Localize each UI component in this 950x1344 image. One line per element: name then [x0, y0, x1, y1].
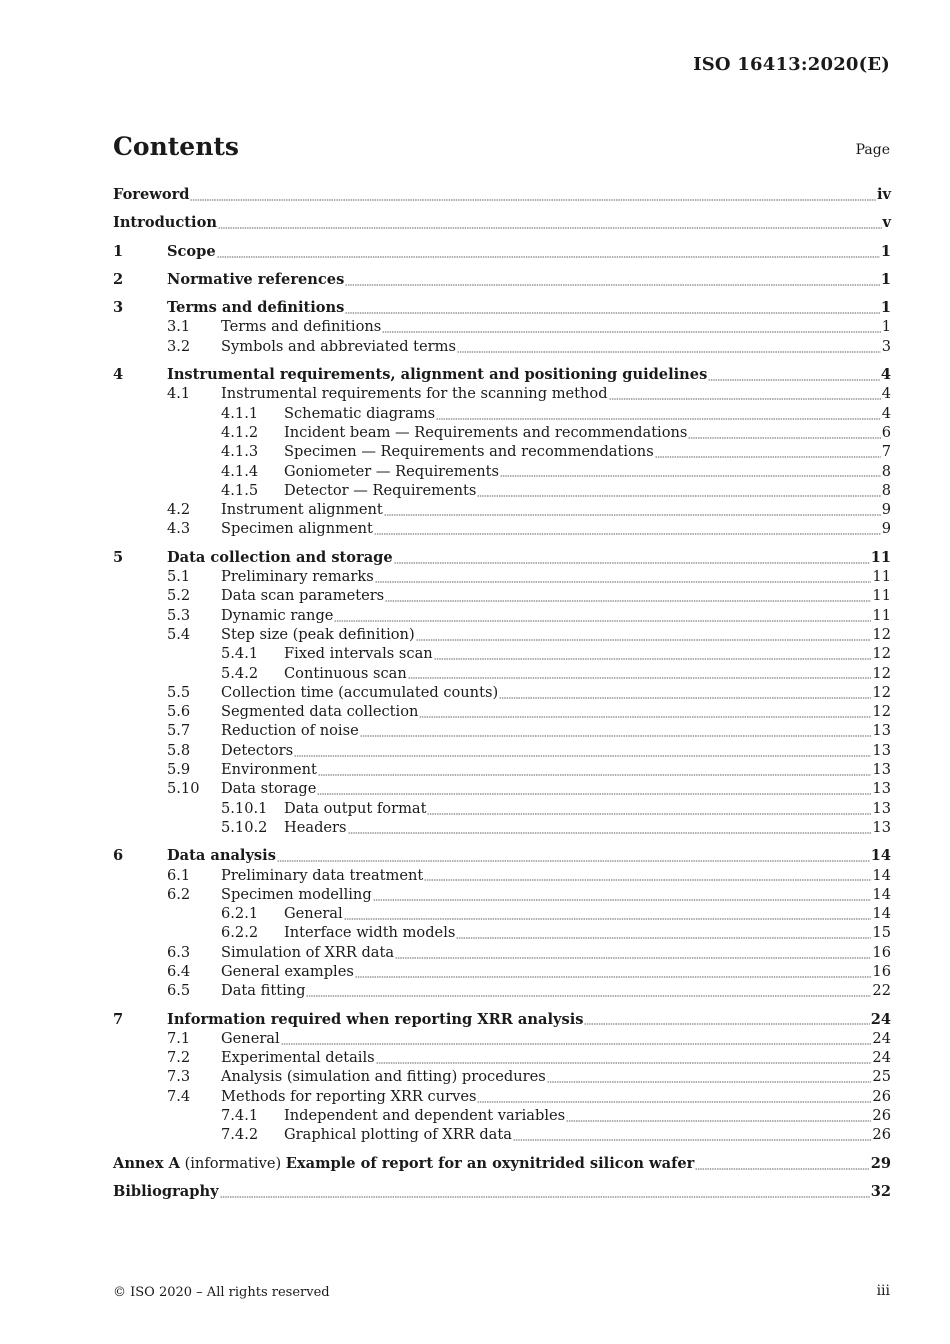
toc-entry-page: 13 — [872, 761, 891, 779]
toc-entry-page: 1 — [880, 270, 891, 288]
toc-entry[interactable] — [113, 800, 891, 819]
toc-entry-number: 6.2.2 — [221, 924, 259, 942]
toc-entry-page: 15 — [872, 924, 891, 942]
toc-entry-number: 5.5 — [167, 683, 191, 701]
dot-leader — [609, 392, 881, 401]
dot-leader — [345, 277, 880, 286]
toc-entry[interactable] — [113, 271, 891, 290]
toc-entry[interactable] — [113, 1088, 891, 1107]
toc-entry[interactable] — [113, 780, 891, 799]
dot-leader — [375, 574, 872, 583]
dot-leader — [566, 1113, 871, 1122]
toc-entry-title: General — [284, 905, 343, 923]
dot-leader — [374, 527, 881, 536]
toc-entry[interactable] — [113, 587, 891, 606]
toc-entry-number: 5.1 — [167, 568, 191, 586]
dot-leader — [294, 748, 871, 757]
toc-entry[interactable] — [113, 214, 891, 233]
toc-entry-title: Specimen — Requirements and recommendations — [284, 443, 654, 461]
dot-leader — [218, 221, 882, 230]
toc-entry-title: Specimen alignment — [221, 520, 373, 538]
toc-entry-title: Continuous scan — [284, 664, 407, 682]
dot-leader — [499, 690, 871, 699]
dot-leader — [408, 671, 872, 680]
toc-entry-title: Graphical plotting of XRR data — [284, 1126, 512, 1144]
dot-leader — [547, 1075, 872, 1084]
dot-leader — [708, 372, 880, 381]
toc-entry-page: 16 — [872, 943, 891, 961]
toc-entry-page: 12 — [872, 703, 891, 721]
document-standard-number: ISO 16413:2020(E) — [693, 54, 890, 75]
toc-entry-number: 5.4.1 — [221, 645, 259, 663]
toc-entry-number: 7.4 — [167, 1087, 191, 1105]
toc-entry[interactable] — [113, 944, 891, 963]
toc-entry-number: 5.10.2 — [221, 818, 268, 836]
toc-entry-number: 5 — [113, 548, 124, 566]
toc-entry[interactable] — [113, 1155, 891, 1174]
dot-leader — [434, 652, 872, 661]
toc-entry-page: 29 — [870, 1154, 891, 1172]
toc-entry-title: Detector — Requirements — [284, 481, 477, 499]
dot-leader — [334, 613, 871, 622]
dot-leader — [384, 507, 881, 516]
dot-leader — [500, 469, 881, 478]
toc-entry-title: Instrumental requirements for the scanning method — [221, 385, 608, 403]
toc-entry-title: Reduction of noise — [221, 722, 359, 740]
dot-leader — [220, 1189, 870, 1198]
toc-entry[interactable] — [113, 243, 891, 262]
toc-entry[interactable] — [113, 1049, 891, 1068]
toc-entry-title: Dynamic range — [221, 606, 334, 624]
toc-entry-title: Collection time (accumulated counts) — [221, 683, 499, 701]
dot-leader — [373, 892, 872, 901]
dot-leader — [385, 594, 871, 603]
toc-entry-page: 13 — [872, 799, 891, 817]
toc-entry[interactable] — [113, 186, 891, 205]
dot-leader — [584, 1017, 869, 1026]
toc-entry[interactable] — [113, 886, 891, 905]
toc-entry-page: 24 — [870, 1010, 891, 1028]
toc-entry-page: 16 — [872, 962, 891, 980]
toc-entry-number: 4.1.2 — [221, 423, 259, 441]
toc-entry-number: 5.3 — [167, 606, 191, 624]
toc-entry-number: 3 — [113, 299, 124, 317]
toc-entry[interactable] — [113, 742, 891, 761]
toc-entry-page: 14 — [872, 885, 891, 903]
toc-entry[interactable] — [113, 684, 891, 703]
toc-entry-number: 4.1.4 — [221, 462, 259, 480]
dot-leader — [317, 787, 871, 796]
toc-entry[interactable] — [113, 867, 891, 886]
toc-entry-number: 6.4 — [167, 962, 191, 980]
toc-entry-number: 4 — [113, 366, 124, 384]
toc-entry-number: 6.2 — [167, 885, 191, 903]
toc-entry-page: 1 — [880, 242, 891, 260]
toc-entry-title: Incident beam — Requirements and recommendations — [284, 423, 688, 441]
toc-entry-page: 14 — [872, 905, 891, 923]
toc-entry-number: 4.2 — [167, 501, 191, 519]
toc-entry-number: 7.1 — [167, 1029, 191, 1047]
toc-entry-number: 5.6 — [167, 703, 191, 721]
dot-leader — [360, 729, 872, 738]
toc-entry-number: 6.5 — [167, 982, 191, 1000]
toc-entry-page: 11 — [872, 568, 891, 586]
toc-entry-page: iv — [876, 186, 891, 203]
toc-entry-number: 5.10 — [167, 780, 200, 798]
dot-leader — [477, 1094, 871, 1103]
toc-entry[interactable] — [113, 761, 891, 780]
dot-leader — [419, 709, 871, 718]
toc-entry-number: 7.4.1 — [221, 1107, 259, 1125]
dot-leader — [394, 555, 870, 564]
toc-entry-number: 7.4.2 — [221, 1126, 259, 1144]
dot-leader — [318, 767, 872, 776]
dot-leader — [306, 989, 871, 998]
toc-entry[interactable] — [113, 443, 891, 462]
toc-entry-page: v — [882, 214, 891, 232]
toc-entry-page: 12 — [872, 664, 891, 682]
annex-title: Example of report for an oxynitrided silicon wafer — [285, 1154, 695, 1172]
page-column-label: Page — [855, 142, 890, 158]
dot-leader — [344, 911, 872, 920]
dot-leader — [477, 488, 880, 497]
toc-entry-page: 1 — [880, 299, 891, 317]
toc-entry-title: Data fitting — [221, 982, 306, 1000]
toc-entry-title: Fixed intervals scan — [284, 645, 433, 663]
toc-entry-title: General — [221, 1029, 280, 1047]
toc-entry-page: 11 — [872, 606, 891, 624]
dot-leader — [695, 1161, 869, 1170]
toc-entry-page: 32 — [870, 1182, 891, 1200]
toc-entry-title: Interface width models — [284, 924, 456, 942]
dot-leader — [457, 344, 881, 353]
toc-entry-title: Information required when reporting XRR analysis — [167, 1010, 584, 1028]
toc-entry-page: 4 — [881, 404, 891, 422]
toc-entry-title: Headers — [284, 818, 347, 836]
dot-leader — [348, 825, 872, 834]
toc-entry-page: 13 — [872, 722, 891, 740]
toc-entry-title: Goniometer — Requirements — [284, 462, 499, 480]
toc-entry[interactable] — [113, 1183, 891, 1202]
toc-entry-title: Data collection and storage — [167, 548, 393, 566]
toc-entry[interactable] — [113, 703, 891, 722]
toc-entry-number: 5.9 — [167, 761, 191, 779]
toc-entry-page: 25 — [872, 1068, 891, 1086]
toc-entry-page: 9 — [881, 501, 891, 519]
toc-entry-page: 4 — [881, 385, 891, 403]
table-of-contents — [113, 186, 891, 1202]
toc-entry-title: Scope — [167, 242, 216, 260]
toc-entry[interactable] — [113, 299, 891, 318]
toc-entry[interactable] — [113, 385, 891, 404]
toc-entry-page: 8 — [881, 462, 891, 480]
toc-entry-number: 3.1 — [167, 318, 191, 336]
toc-entry-number: 4.1 — [167, 385, 191, 403]
toc-entry-title: Detectors — [221, 741, 294, 759]
toc-entry-title: Schematic diagrams — [284, 404, 436, 422]
toc-entry[interactable] — [113, 1126, 891, 1145]
toc-entry-number: 7.2 — [167, 1049, 191, 1067]
toc-entry[interactable] — [113, 626, 891, 645]
toc-entry-title: Instrument alignment — [221, 501, 383, 519]
toc-entry-number: 6.2.1 — [221, 905, 259, 923]
dot-leader — [190, 192, 876, 201]
dot-leader — [345, 305, 879, 314]
toc-entry-title: Step size (peak definition) — [221, 625, 415, 643]
copyright-notice: © ISO 2020 – All rights reserved — [113, 1285, 330, 1300]
toc-entry[interactable] — [113, 338, 891, 357]
dot-leader — [688, 430, 880, 439]
toc-entry[interactable] — [113, 405, 891, 424]
toc-entry-page: 11 — [872, 587, 891, 605]
annex-type: (informative) — [179, 1154, 286, 1172]
toc-entry-title: Normative references — [167, 270, 345, 288]
toc-entry-number: 4.1.1 — [221, 404, 259, 422]
toc-entry-page: 12 — [872, 625, 891, 643]
toc-entry-page: 13 — [872, 780, 891, 798]
toc-entry[interactable] — [113, 963, 891, 982]
dot-leader — [416, 632, 872, 641]
toc-entry-title: Data storage — [221, 780, 317, 798]
toc-entry[interactable] — [113, 665, 891, 684]
toc-entry-number: 7 — [113, 1010, 124, 1028]
toc-entry[interactable] — [113, 819, 891, 838]
toc-entry[interactable] — [113, 366, 891, 385]
toc-entry-number: 2 — [113, 270, 124, 288]
toc-entry[interactable] — [113, 905, 891, 924]
toc-entry-page: 26 — [872, 1107, 891, 1125]
dot-leader — [376, 1055, 872, 1064]
toc-entry-title: Simulation of XRR data — [221, 943, 395, 961]
toc-entry-page: 26 — [872, 1126, 891, 1144]
toc-entry-title: Terms and definitions — [221, 318, 382, 336]
toc-entry-number: 1 — [113, 242, 124, 260]
toc-entry-title: Data output format — [284, 799, 427, 817]
toc-entry-number: 4.3 — [167, 520, 191, 538]
toc-entry-title: Symbols and abbreviated terms — [221, 337, 456, 355]
toc-entry[interactable] — [113, 568, 891, 587]
toc-entry-page: 9 — [881, 520, 891, 538]
toc-entry[interactable] — [113, 607, 891, 626]
toc-entry-page: 6 — [881, 423, 891, 441]
dot-leader — [424, 873, 871, 882]
toc-entry-page: 24 — [872, 1049, 891, 1067]
toc-entry[interactable] — [113, 463, 891, 482]
toc-entry-page: 14 — [870, 847, 891, 865]
toc-entry-page: 14 — [872, 866, 891, 884]
toc-entry-title: Independent and dependent variables — [284, 1107, 566, 1125]
toc-entry[interactable] — [113, 520, 891, 539]
toc-entry-title: Terms and definitions — [167, 299, 345, 317]
toc-entry[interactable] — [113, 482, 891, 501]
toc-entry-number: 6.3 — [167, 943, 191, 961]
toc-entry-title: Experimental details — [221, 1049, 375, 1067]
toc-entry-title — [113, 1155, 694, 1172]
toc-entry-page: 26 — [872, 1087, 891, 1105]
toc-entry-page: 1 — [881, 318, 891, 336]
toc-entry[interactable] — [113, 924, 891, 943]
toc-entry-page: 22 — [872, 982, 891, 1000]
toc-entry-title: Data analysis — [167, 847, 276, 865]
annex-label: Annex A — [113, 1154, 180, 1172]
dot-leader — [382, 325, 880, 334]
toc-entry-title: Specimen modelling — [221, 885, 372, 903]
toc-entry-page: 12 — [872, 683, 891, 701]
toc-entry-page: 7 — [881, 443, 891, 461]
dot-leader — [436, 411, 881, 420]
toc-entry-title: Introduction — [113, 214, 217, 232]
toc-entry-title: Preliminary data treatment — [221, 866, 424, 884]
toc-entry-number: 5.10.1 — [221, 799, 268, 817]
toc-entry[interactable] — [113, 847, 891, 866]
toc-entry[interactable] — [113, 1107, 891, 1126]
toc-entry-number: 4.1.3 — [221, 443, 259, 461]
toc-entry-title: General examples — [221, 962, 354, 980]
toc-entry-number: 5.2 — [167, 587, 191, 605]
toc-entry[interactable] — [113, 424, 891, 443]
toc-entry[interactable] — [113, 645, 891, 664]
toc-entry-page: 3 — [881, 337, 891, 355]
toc-entry-title: Methods for reporting XRR curves — [221, 1087, 477, 1105]
dot-leader — [427, 806, 871, 815]
toc-entry[interactable] — [113, 982, 891, 1001]
dot-leader — [281, 1036, 872, 1045]
toc-entry-page: 13 — [872, 818, 891, 836]
toc-entry-number: 5.7 — [167, 722, 191, 740]
toc-entry-title: Segmented data collection — [221, 703, 419, 721]
dot-leader — [513, 1133, 871, 1142]
dot-leader — [456, 931, 871, 940]
toc-entry-number: 6.1 — [167, 866, 191, 884]
toc-entry[interactable] — [113, 501, 891, 520]
dot-leader — [217, 249, 880, 258]
page-title: Contents — [113, 132, 240, 161]
toc-entry-title: Data scan parameters — [221, 587, 385, 605]
toc-entry-title: Instrumental requirements, alignment and positioning guidelines — [167, 366, 708, 384]
toc-entry-number: 5.4.2 — [221, 664, 259, 682]
toc-entry-page: 13 — [872, 741, 891, 759]
toc-entry-page: 8 — [881, 481, 891, 499]
toc-entry-title: Analysis (simulation and fitting) procedures — [221, 1068, 546, 1086]
page-number: iii — [876, 1283, 890, 1299]
toc-entry[interactable] — [113, 549, 891, 568]
dot-leader — [355, 969, 872, 978]
toc-entry[interactable] — [113, 318, 891, 337]
toc-entry-number: 5.4 — [167, 625, 191, 643]
toc-entry-page: 12 — [872, 645, 891, 663]
toc-entry-number: 3.2 — [167, 337, 191, 355]
toc-entry[interactable] — [113, 1011, 891, 1030]
toc-entry-page: 24 — [872, 1029, 891, 1047]
toc-entry-number: 7.3 — [167, 1068, 191, 1086]
toc-entry-title: Foreword — [113, 186, 190, 203]
toc-entry-page: 4 — [880, 366, 891, 384]
toc-entry-page: 11 — [870, 548, 891, 566]
toc-entry-title: Bibliography — [113, 1182, 219, 1200]
toc-entry-number: 6 — [113, 847, 124, 865]
toc-entry-number: 5.8 — [167, 741, 191, 759]
toc-entry[interactable] — [113, 1030, 891, 1049]
toc-entry-title: Preliminary remarks — [221, 568, 374, 586]
toc-entry[interactable] — [113, 722, 891, 741]
dot-leader — [655, 450, 881, 459]
toc-entry[interactable] — [113, 1068, 891, 1087]
toc-entry-title: Environment — [221, 761, 317, 779]
dot-leader — [277, 854, 870, 863]
dot-leader — [395, 950, 871, 959]
toc-entry-number: 4.1.5 — [221, 481, 259, 499]
